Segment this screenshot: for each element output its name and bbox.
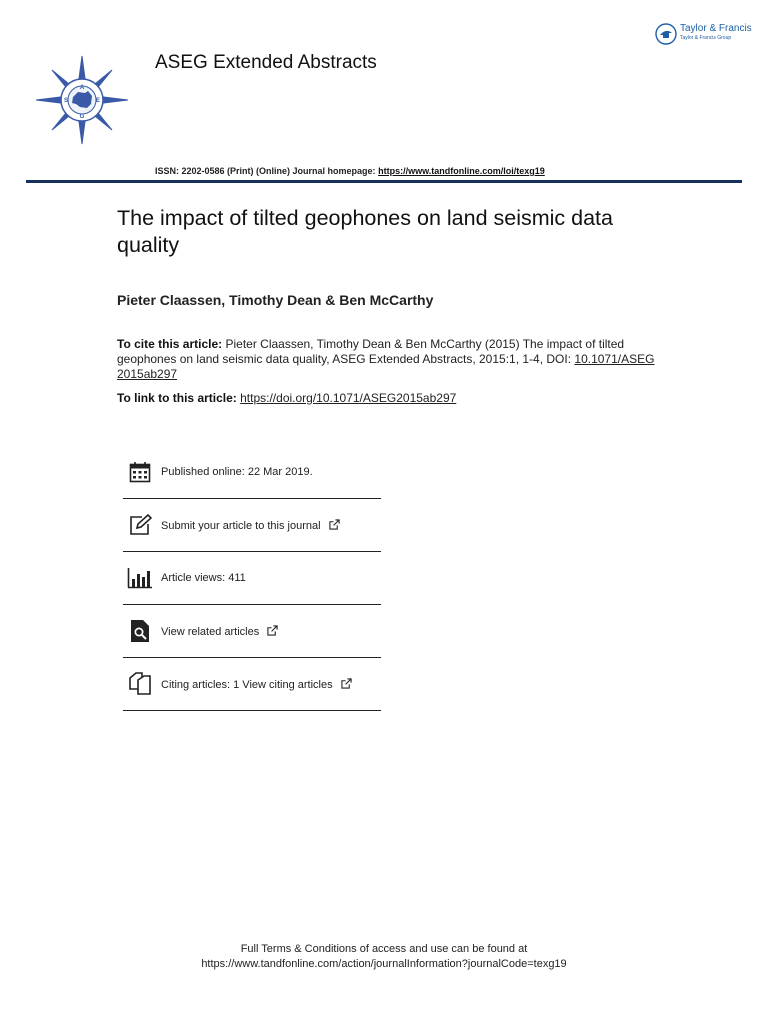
submit-article-link[interactable] <box>161 519 340 532</box>
terms-footer <box>0 942 768 972</box>
publisher-subname: Taylor & Francis Group <box>680 35 732 41</box>
logo-letter-e: E <box>95 98 101 104</box>
external-link-icon <box>267 625 278 636</box>
journal-name: ASEG Extended Abstracts <box>155 52 377 73</box>
issn-line <box>155 166 545 176</box>
aseg-logo <box>34 54 130 146</box>
article-link <box>117 391 456 405</box>
article-authors: Pieter Claassen, Timothy Dean & Ben McCarthy <box>117 292 434 308</box>
views-row <box>123 552 381 605</box>
taylor-francis-logo-icon <box>654 22 678 46</box>
copy-documents-icon <box>127 671 153 697</box>
terms-url[interactable]: https://www.tandfonline.com/action/journalInformation?journalCode=texg19 <box>201 958 567 970</box>
related-articles-label: View related articles <box>161 625 260 638</box>
citation-doi-link[interactable]: 10.1071/ASEG2015ab297 <box>117 352 655 381</box>
bar-chart-icon <box>127 565 153 591</box>
logo-letter-s: S <box>63 98 69 104</box>
article-views: Article views: 411 <box>161 572 246 584</box>
citation-text: Pieter Claassen, Timothy Dean & Ben McCarthy (2015) The impact of tilted geophones on land seismic data quality, ASEG Extended Abstracts, 2015:1, 1-4, DOI: <box>117 337 625 366</box>
external-link-icon <box>341 678 352 689</box>
edit-icon <box>127 512 153 538</box>
article-doi-link[interactable]: https://doi.org/10.1071/ASEG2015ab297 <box>240 391 457 405</box>
related-row[interactable] <box>123 605 381 658</box>
submit-row[interactable] <box>123 499 381 552</box>
citing-row[interactable] <box>123 658 381 711</box>
terms-line: Full Terms & Conditions of access and use can be found at <box>240 943 528 955</box>
publisher-name: Taylor & Francis <box>680 23 752 34</box>
article-link-label: To link to this article: <box>117 391 241 405</box>
citation-label: To cite this article: <box>117 337 223 351</box>
issn-label: ISSN: 2202-0586 (Print) (Online) Journal homepage: <box>155 166 376 176</box>
citing-articles-label: Citing articles: 1 View citing articles <box>161 678 333 691</box>
citation <box>117 337 657 382</box>
published-row <box>123 446 381 499</box>
external-link-icon <box>329 519 340 530</box>
published-date: Published online: 22 Mar 2019. <box>161 466 313 478</box>
calendar-icon <box>127 459 153 485</box>
citing-articles-link[interactable] <box>161 678 352 691</box>
journal-homepage-link[interactable]: https://www.tandfonline.com/loi/texg19 <box>378 166 545 176</box>
article-metrics-list <box>123 446 381 711</box>
document-search-icon <box>127 618 153 644</box>
article-title: The impact of tilted geophones on land seismic data quality <box>117 206 613 257</box>
logo-letter-g: G <box>79 114 85 120</box>
logo-letter-a: A <box>79 85 85 91</box>
header-divider <box>26 180 742 183</box>
related-articles-link[interactable] <box>161 625 278 638</box>
submit-article-label: Submit your article to this journal <box>161 519 321 532</box>
